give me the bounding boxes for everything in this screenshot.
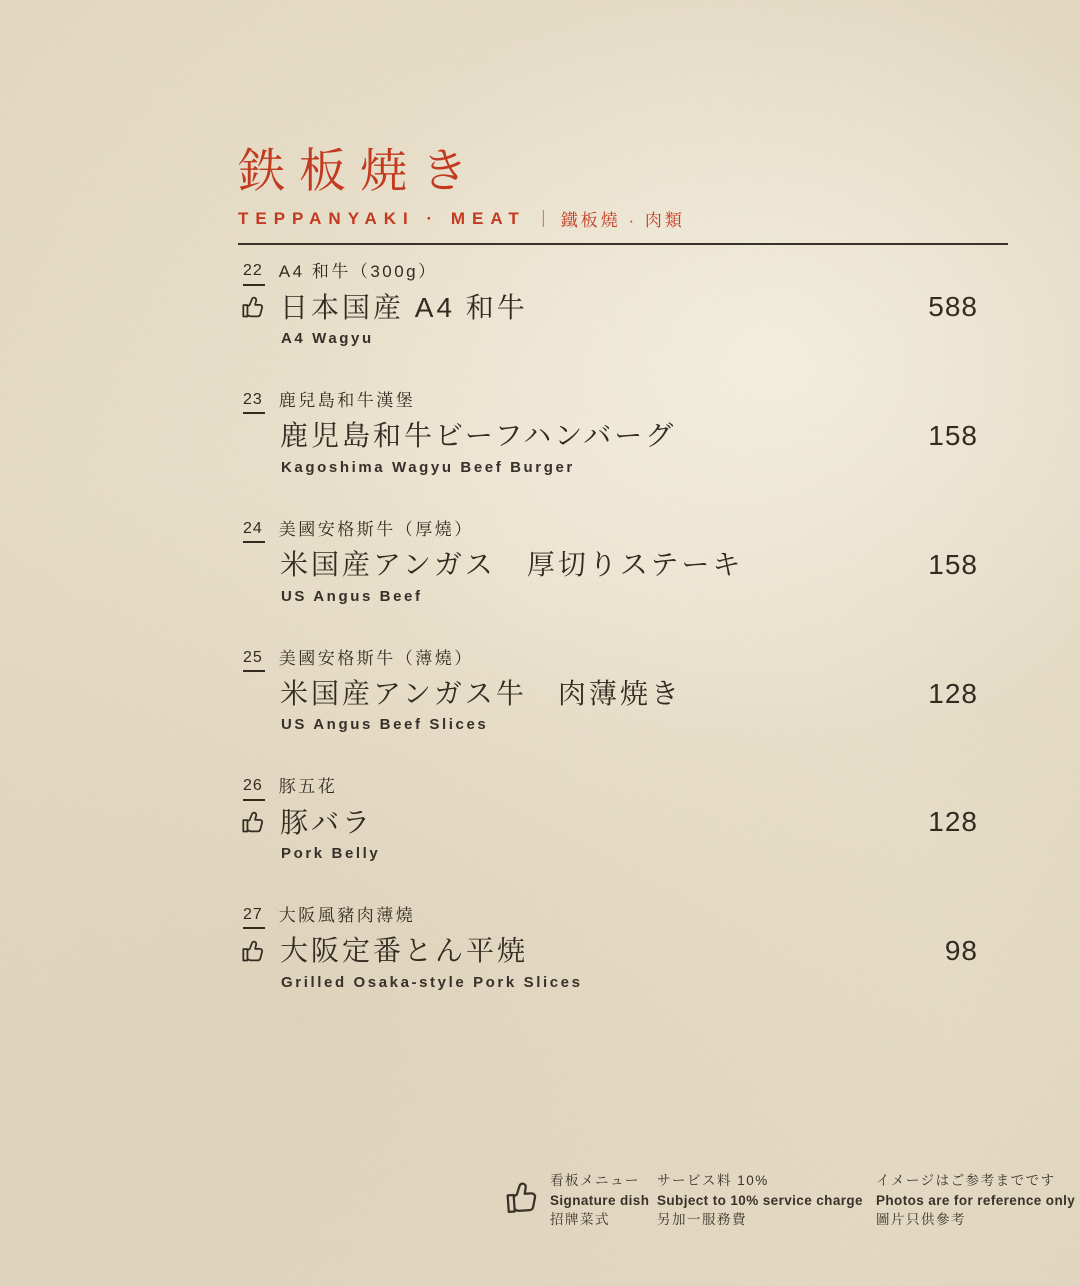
menu-item-name-en: Grilled Osaka-style Pork Slices (281, 974, 583, 992)
menu-item-name-en: A4 Wagyu (281, 330, 374, 348)
footer-service-zh: 另加一服務費 (657, 1212, 747, 1227)
thumbs-up-icon (502, 1175, 547, 1220)
menu-item-name: 米国産アンガス 厚切りステーキ (280, 549, 744, 581)
thumbs-up-icon (240, 808, 269, 837)
menu-item-subtitle: 美國安格斯牛（薄燒） (278, 648, 474, 668)
menu-item (238, 390, 1008, 476)
menu-item-number: 25 (243, 648, 265, 672)
footer-service-jp: サービス料 10% (657, 1173, 769, 1188)
menu-item-header (243, 390, 1008, 414)
menu-item-header (243, 905, 1008, 929)
menu-item (238, 519, 1008, 605)
menu-item-subtitle: 大阪風豬肉薄燒 (278, 906, 416, 926)
menu-item-price: 158 (928, 548, 978, 580)
menu-item-main-row (238, 419, 1008, 453)
footer-photos-jp: イメージはご参考までです (876, 1173, 1056, 1188)
footer-photos-zh: 圖片只供參考 (876, 1212, 966, 1227)
menu-item-main-row (238, 677, 1008, 711)
menu-footer (0, 1168, 1080, 1254)
menu-item-number: 27 (243, 905, 265, 929)
section-subtitle-en: TEPPANYAKI · MEAT (238, 208, 526, 228)
footer-note-photos (876, 1171, 1075, 1230)
menu-item-subtitle: 鹿兒島和牛漢堡 (278, 391, 416, 411)
menu-item-name: 大阪定番とん平焼 (280, 935, 529, 967)
section-title: 鉄板焼き (238, 144, 482, 197)
menu-item-subtitle: 豚五花 (278, 777, 338, 797)
menu-item-header (243, 261, 1008, 285)
footer-signature-jp: 看板メニュー (550, 1173, 640, 1188)
menu-item-name-en: US Angus Beef (281, 587, 423, 605)
menu-item-main-row (238, 806, 1008, 840)
menu-item-main-row (238, 548, 1008, 582)
footer-service-en: Subject to 10% service charge (657, 1192, 863, 1208)
menu-item-name-en: Pork Belly (281, 845, 381, 863)
menu-item-price: 588 (928, 291, 978, 323)
menu-item-name: 日本国産 A4 和牛 (280, 291, 528, 323)
menu-item-name: 米国産アンガス牛 肉薄焼き (280, 677, 682, 709)
thumbs-up-icon (240, 293, 269, 322)
menu-items (238, 261, 1008, 991)
menu-item-main-row (238, 934, 1008, 968)
menu-item (238, 261, 1008, 347)
menu-item-name-en: US Angus Beef Slices (281, 716, 489, 734)
footer-note-service-charge (657, 1171, 863, 1230)
footer-photos-en: Photos are for reference only (876, 1192, 1076, 1208)
menu-item (238, 648, 1008, 734)
menu-item (238, 776, 1008, 862)
section-subtitle (238, 206, 1008, 231)
section-divider-line (238, 243, 1008, 245)
footer-note-signature (550, 1171, 649, 1230)
menu-item-name: 鹿児島和牛ビーフハンバーグ (280, 420, 677, 452)
menu-item-main-row (238, 291, 1008, 325)
menu-item-header (243, 648, 1008, 672)
menu-item (238, 905, 1008, 991)
subtitle-divider: ｜ (534, 210, 552, 230)
menu-item-name-en: Kagoshima Wagyu Beef Burger (281, 458, 575, 476)
menu-item-subtitle: 美國安格斯牛（厚燒） (278, 519, 474, 539)
footer-signature-en: Signature dish (550, 1192, 650, 1208)
thumbs-up-icon (240, 937, 269, 966)
menu-item-number: 22 (243, 261, 265, 285)
menu-item-subtitle: A4 和牛（300g） (278, 262, 438, 282)
menu-item-price: 158 (928, 420, 978, 452)
footer-signature-zh: 招牌菜式 (550, 1212, 610, 1227)
menu-item-name: 豚バラ (280, 806, 374, 838)
menu-item-number: 26 (243, 776, 265, 800)
menu-item-price: 98 (944, 935, 978, 967)
menu-item-header (243, 519, 1008, 543)
menu-content (238, 146, 1008, 991)
menu-item-price: 128 (928, 806, 978, 838)
menu-item-number: 24 (243, 519, 265, 543)
menu-item-number: 23 (243, 390, 265, 414)
section-subtitle-zh: 鐵板燒 · 肉類 (560, 211, 685, 231)
menu-item-price: 128 (928, 677, 978, 709)
menu-item-header (243, 776, 1008, 800)
